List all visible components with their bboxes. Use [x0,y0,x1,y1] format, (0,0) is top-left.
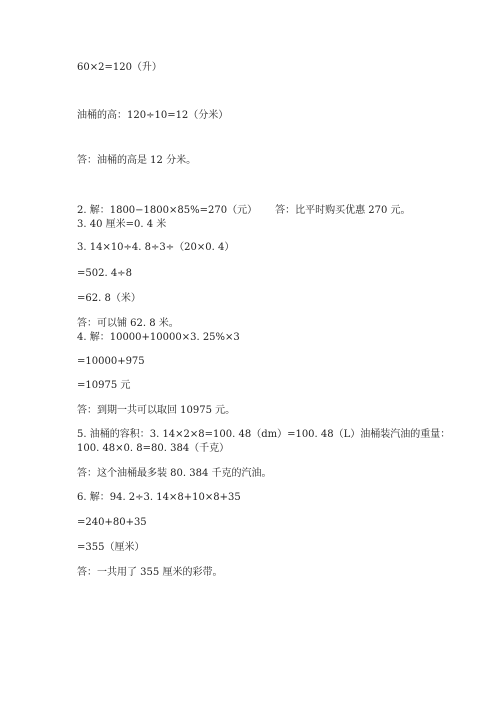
problem-5-answer: 答：这个油桶最多装 80. 384 千克的汽油。 [77,468,272,479]
problem-6-step-2: =355（厘米） [77,542,145,553]
problem-3-expression: 3. 14×10÷4. 8÷3÷（20×0. 4） [77,242,235,253]
problem-4-step-1: =10000+975 [77,356,145,367]
calc-volume-line: 60×2=120（升） [77,62,162,73]
problem-5-volume: 5. 油桶的容积：3. 14×2×8=100. 48（dm）=100. 48（L）油桶装汽油的重量： [77,429,451,440]
problem-2-line [77,205,411,217]
problem-4-step-2: =10975 元 [77,380,131,391]
problem-4-expression: 4. 解：10000+10000×3. 25%×3 [77,332,240,343]
answer-height-line: 答：油桶的高是 12 分米。 [77,155,197,166]
problem-3-conversion: 3. 40 厘米=0. 4 米 [77,219,167,230]
problem-2-solution: 2. 解：1800−1800×85%=270（元） [77,205,258,216]
problem-3-answer: 答：可以铺 62. 8 米。 [77,318,179,329]
problem-6-step-1: =240+80+35 [77,517,147,528]
problem-2-answer: 答：比平时购买优惠 270 元。 [275,205,411,216]
calc-height-line: 油桶的高：120÷10=12（分米） [77,110,229,121]
problem-5-weight: 100. 48×0. 8=80. 384（千克） [77,443,230,454]
problem-3-step-1: =502. 4÷8 [77,268,132,279]
problem-4-answer: 答：到期一共可以取回 10975 元。 [77,405,236,416]
problem-3-step-2: =62. 8（米） [77,293,141,304]
problem-6-expression: 6. 解：94. 2÷3. 14×8+10×8+35 [77,492,241,503]
problem-6-answer: 答：一共用了 355 厘米的彩带。 [77,567,223,578]
